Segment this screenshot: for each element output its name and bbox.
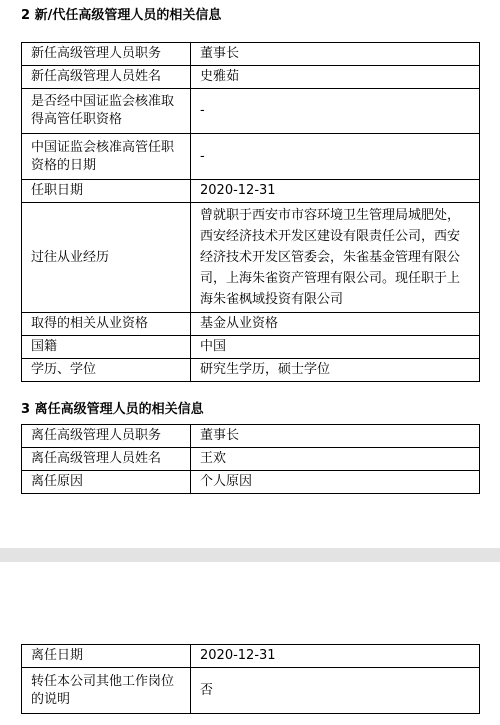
row-value: 史雅茹: [191, 66, 480, 89]
departing-manager-table: [21, 424, 480, 494]
table-row: [22, 43, 480, 66]
row-value: 王欢: [191, 448, 480, 471]
row-value: 董事长: [191, 425, 480, 448]
row-value: -: [191, 89, 480, 134]
table-row: [22, 336, 480, 359]
row-value: 曾就职于西安市市容环境卫生管理局城肥处，西安经济技术开发区建设有限责任公司，西安经济技术开发区管委会，朱雀基金管理有限公司，上海朱雀资产管理有限公司。现任职于上海朱雀枫域投资有限公司: [191, 203, 480, 313]
table-row: [22, 471, 480, 494]
table-row: [22, 645, 480, 668]
table-row: [22, 668, 480, 714]
document-page-2: [0, 562, 500, 725]
row-value: 否: [191, 668, 480, 714]
row-label: 学历、学位: [22, 359, 191, 382]
row-label: 是否经中国证监会核准取得高管任职资格: [22, 89, 191, 134]
row-value: 个人原因: [191, 471, 480, 494]
row-label: 离任原因: [22, 471, 191, 494]
row-value: 基金从业资格: [191, 313, 480, 336]
row-value: 中国: [191, 336, 480, 359]
table-row: [22, 448, 480, 471]
row-label: 离任日期: [22, 645, 191, 668]
row-label: 取得的相关从业资格: [22, 313, 191, 336]
row-label: 过往从业经历: [22, 203, 191, 313]
row-label: 离任高级管理人员职务: [22, 425, 191, 448]
new-manager-table: [21, 42, 480, 382]
row-value: 董事长: [191, 43, 480, 66]
table-row: [22, 180, 480, 203]
table-row: [22, 203, 480, 313]
row-label: 中国证监会核准高管任职资格的日期: [22, 134, 191, 180]
departing-manager-table-continued: [21, 644, 480, 714]
row-label: 新任高级管理人员职务: [22, 43, 191, 66]
section-2-heading: 2 新/代任高级管理人员的相关信息: [21, 8, 222, 23]
section-3-heading: 3 离任高级管理人员的相关信息: [21, 402, 204, 417]
table-row: [22, 66, 480, 89]
row-label: 转任本公司其他工作岗位的说明: [22, 668, 191, 714]
table-row: [22, 359, 480, 382]
row-value: 研究生学历，硕士学位: [191, 359, 480, 382]
row-label: 离任高级管理人员姓名: [22, 448, 191, 471]
row-value: 2020-12-31: [191, 645, 480, 668]
table-row: [22, 89, 480, 134]
row-value: 2020-12-31: [191, 180, 480, 203]
row-value: -: [191, 134, 480, 180]
table-row: [22, 425, 480, 448]
row-label: 任职日期: [22, 180, 191, 203]
page-break: [0, 548, 500, 562]
row-label: 新任高级管理人员姓名: [22, 66, 191, 89]
table-row: [22, 313, 480, 336]
row-label: 国籍: [22, 336, 191, 359]
table-row: [22, 134, 480, 180]
